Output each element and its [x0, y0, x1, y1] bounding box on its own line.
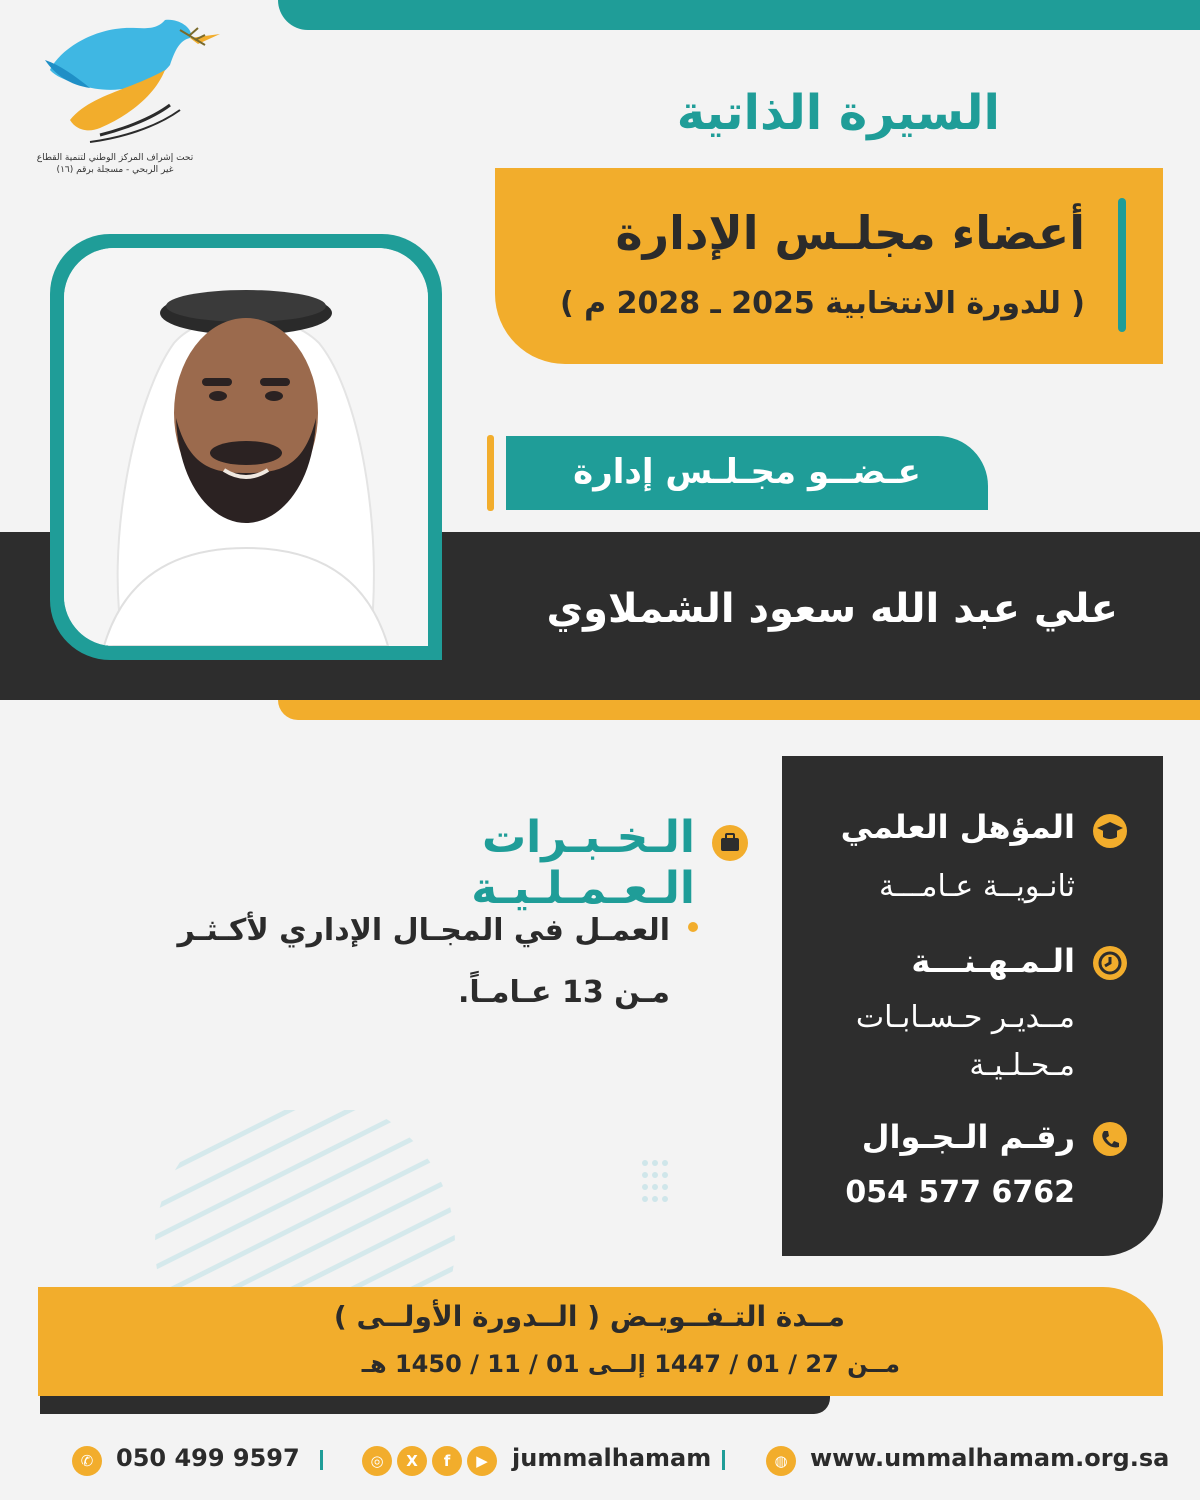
instagram-icon[interactable]: ◎ [362, 1446, 392, 1476]
info-card [782, 756, 1163, 1256]
footer-social-handle[interactable]: jummalhamam [512, 1444, 712, 1472]
decorative-dots [640, 1158, 670, 1208]
mandate-period: مــن 27 / 01 / 1447 إلــى 01 / 11 / 1450 هـ [361, 1350, 900, 1378]
term-subtitle: ( للدورة الانتخابية 2025 ـ 2028 م ) [560, 286, 1085, 321]
name-band-underline [278, 700, 1200, 720]
role-badge: عـضــو مجـلـس إدارة [506, 436, 988, 510]
board-title: أعضاء مجلـس الإدارة [615, 206, 1085, 260]
graduation-cap-icon [1093, 814, 1127, 848]
job-label: الـمـهـنـــة [911, 942, 1075, 980]
phone-value: 054 577 6762 [845, 1175, 1075, 1210]
portrait-frame [50, 234, 442, 660]
experience-item: العمـل في المجـال الإداري لأكـثـر مـن 13 عـامـاً. [177, 913, 670, 1010]
qualification-value: ثانـويــة عـامـــة [878, 869, 1075, 904]
footer-separator [722, 1450, 725, 1470]
mandate-title: مــدة التـفــويـض ( الــدورة الأولــى ) [333, 1300, 845, 1333]
whatsapp-icon[interactable]: ✆ [72, 1446, 102, 1476]
facebook-icon[interactable]: f [432, 1446, 462, 1476]
clock-icon [1093, 946, 1127, 980]
top-decor-bar [278, 0, 1200, 30]
title-accent-bar [1118, 198, 1126, 332]
youtube-icon[interactable]: ▶ [467, 1446, 497, 1476]
footer-separator [320, 1450, 323, 1470]
qualification-label: المؤهل العلمي [840, 808, 1075, 846]
footer-website[interactable]: www.ummalhamam.org.sa [810, 1444, 1170, 1472]
page-title: السيرة الذاتية [676, 85, 1000, 141]
briefcase-icon [712, 825, 748, 861]
logo-caption: تحت إشراف المركز الوطني لتنمية القطاع غير الربحي - مسجلة برقم (١٦) [36, 153, 194, 175]
member-name: علي عبد الله سعود الشملاوي [546, 586, 1118, 632]
footer-phone[interactable]: 050 499 9597 [116, 1444, 300, 1472]
x-icon[interactable]: X [397, 1446, 427, 1476]
globe-icon[interactable]: ◍ [766, 1446, 796, 1476]
job-value: مــديـر حـسـابـات مـحـلـيـة [855, 1000, 1075, 1083]
decorative-stripes [150, 1110, 460, 1290]
phone-label: رقـم الـجـوال [861, 1118, 1075, 1156]
board-title-box [495, 168, 1163, 364]
phone-icon [1093, 1122, 1127, 1156]
experience-bullet [688, 922, 698, 932]
role-accent-bar [487, 435, 494, 511]
portrait-photo [64, 248, 428, 646]
experience-title: الـخـبـرات الـعـمـلـيـة [471, 812, 695, 914]
